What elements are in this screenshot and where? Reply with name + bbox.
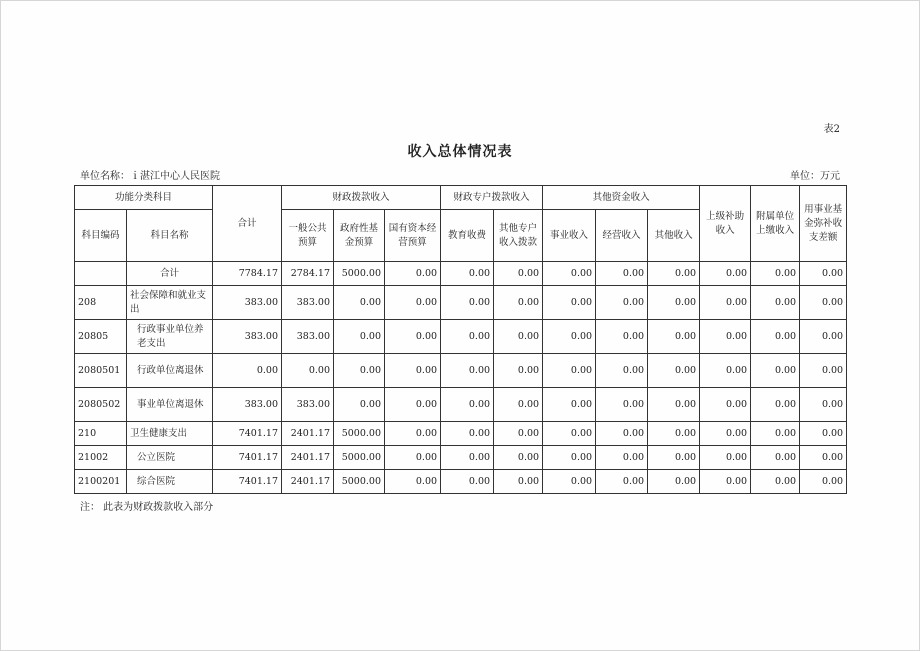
cell-other-special: 0.00 [494, 320, 543, 354]
cell-education-fee: 0.00 [441, 262, 494, 286]
cell-business-income: 0.00 [543, 262, 596, 286]
cell-other-income: 0.00 [648, 470, 700, 494]
cell-affiliated: 0.00 [751, 446, 800, 470]
cell-total: 383.00 [213, 286, 282, 320]
cell-operating-income: 0.00 [596, 354, 648, 388]
cell-education-fee: 0.00 [441, 470, 494, 494]
row-code: 21002 [75, 446, 127, 470]
cell-operating-income: 0.00 [596, 262, 648, 286]
row-code: 20805 [75, 320, 127, 354]
cell-reserve: 0.00 [800, 354, 847, 388]
table-number: 表2 [823, 124, 840, 135]
table-row [75, 470, 847, 494]
cell-operating-income: 0.00 [596, 286, 648, 320]
cell-reserve: 0.00 [800, 320, 847, 354]
header-superior-subsidy: 上级补助收入 [700, 186, 751, 262]
header-general-budget: 一般公共预算 [282, 210, 334, 262]
cell-general-budget: 0.00 [282, 354, 334, 388]
cell-reserve: 0.00 [800, 446, 847, 470]
cell-other-special: 0.00 [494, 422, 543, 446]
cell-state-capital: 0.00 [385, 286, 441, 320]
row-name: 卫生健康支出 [127, 422, 213, 446]
cell-business-income: 0.00 [543, 470, 596, 494]
cell-superior-subsidy: 0.00 [700, 286, 751, 320]
cell-state-capital: 0.00 [385, 320, 441, 354]
cell-education-fee: 0.00 [441, 320, 494, 354]
cell-affiliated: 0.00 [751, 262, 800, 286]
row-code: 2080502 [75, 388, 127, 422]
footnote: 注： 此表为财政拨款收入部分 [80, 502, 214, 513]
header-gov-fund: 政府性基金预算 [334, 210, 385, 262]
cell-superior-subsidy: 0.00 [700, 446, 751, 470]
cell-education-fee: 0.00 [441, 422, 494, 446]
cell-operating-income: 0.00 [596, 422, 648, 446]
header-total: 合计 [213, 186, 282, 262]
header-other-special: 其他专户收入拨款 [494, 210, 543, 262]
row-code: 2080501 [75, 354, 127, 388]
header-reserve: 用事业基金弥补收支差额 [800, 186, 847, 262]
row-code: 210 [75, 422, 127, 446]
cell-other-special: 0.00 [494, 286, 543, 320]
cell-other-income: 0.00 [648, 446, 700, 470]
cell-affiliated: 0.00 [751, 388, 800, 422]
header-other-income: 其他收入 [648, 210, 700, 262]
cell-other-income: 0.00 [648, 354, 700, 388]
cell-reserve: 0.00 [800, 470, 847, 494]
cell-state-capital: 0.00 [385, 262, 441, 286]
header-state-capital: 国有资本经营预算 [385, 210, 441, 262]
cell-education-fee: 0.00 [441, 354, 494, 388]
header-name: 科目名称 [127, 210, 213, 262]
cell-affiliated: 0.00 [751, 286, 800, 320]
cell-total: 7401.17 [213, 446, 282, 470]
row-name: 综合医院 [127, 470, 213, 494]
cell-general-budget: 383.00 [282, 320, 334, 354]
header-business-income: 事业收入 [543, 210, 596, 262]
cell-education-fee: 0.00 [441, 446, 494, 470]
cell-operating-income: 0.00 [596, 388, 648, 422]
cell-business-income: 0.00 [543, 320, 596, 354]
cell-other-special: 0.00 [494, 262, 543, 286]
cell-gov-fund: 0.00 [334, 388, 385, 422]
cell-state-capital: 0.00 [385, 388, 441, 422]
cell-other-special: 0.00 [494, 388, 543, 422]
page-title: 收入总体情况表 [407, 144, 513, 160]
cell-other-special: 0.00 [494, 470, 543, 494]
cell-total: 7401.17 [213, 422, 282, 446]
cell-reserve: 0.00 [800, 286, 847, 320]
cell-total: 7401.17 [213, 470, 282, 494]
cell-state-capital: 0.00 [385, 422, 441, 446]
cell-gov-fund: 0.00 [334, 320, 385, 354]
cell-other-special: 0.00 [494, 354, 543, 388]
cell-other-income: 0.00 [648, 262, 700, 286]
cell-gov-fund: 0.00 [334, 354, 385, 388]
cell-state-capital: 0.00 [385, 354, 441, 388]
row-name: 社会保障和就业支出 [127, 286, 213, 320]
cell-general-budget: 2401.17 [282, 446, 334, 470]
cell-other-income: 0.00 [648, 422, 700, 446]
row-name: 合计 [127, 262, 213, 286]
cell-other-income: 0.00 [648, 320, 700, 354]
cell-gov-fund: 5000.00 [334, 422, 385, 446]
income-table [74, 185, 847, 494]
cell-reserve: 0.00 [800, 422, 847, 446]
header-code: 科目编码 [75, 210, 127, 262]
cell-superior-subsidy: 0.00 [700, 354, 751, 388]
cell-superior-subsidy: 0.00 [700, 422, 751, 446]
cell-affiliated: 0.00 [751, 354, 800, 388]
cell-operating-income: 0.00 [596, 446, 648, 470]
cell-gov-fund: 0.00 [334, 286, 385, 320]
row-name: 行政事业单位养老支出 [127, 320, 213, 354]
cell-superior-subsidy: 0.00 [700, 262, 751, 286]
cell-affiliated: 0.00 [751, 422, 800, 446]
cell-affiliated: 0.00 [751, 470, 800, 494]
header-operating-income: 经营收入 [596, 210, 648, 262]
table-row [75, 422, 847, 446]
header-education-fee: 教育收费 [441, 210, 494, 262]
cell-total: 0.00 [213, 354, 282, 388]
cell-total: 383.00 [213, 388, 282, 422]
cell-general-budget: 2401.17 [282, 470, 334, 494]
cell-superior-subsidy: 0.00 [700, 388, 751, 422]
cell-education-fee: 0.00 [441, 388, 494, 422]
row-code: 2100201 [75, 470, 127, 494]
cell-business-income: 0.00 [543, 354, 596, 388]
unit-name-label: 单位名称：ｉ湛江中心人民医院 [80, 171, 220, 182]
cell-operating-income: 0.00 [596, 320, 648, 354]
row-code: 208 [75, 286, 127, 320]
cell-education-fee: 0.00 [441, 286, 494, 320]
header-fiscal: 财政拨款收入 [282, 186, 441, 210]
cell-business-income: 0.00 [543, 446, 596, 470]
header-other-funds: 其他资金收入 [543, 186, 700, 210]
table-row [75, 354, 847, 388]
cell-general-budget: 383.00 [282, 388, 334, 422]
cell-business-income: 0.00 [543, 388, 596, 422]
cell-state-capital: 0.00 [385, 470, 441, 494]
cell-other-special: 0.00 [494, 446, 543, 470]
header-func-category: 功能分类科目 [75, 186, 213, 210]
cell-other-income: 0.00 [648, 286, 700, 320]
unit-label: 单位：万元 [790, 171, 840, 182]
cell-business-income: 0.00 [543, 286, 596, 320]
row-name: 公立医院 [127, 446, 213, 470]
table-row [75, 286, 847, 320]
cell-reserve: 0.00 [800, 388, 847, 422]
header-fiscal-special: 财政专户拨款收入 [441, 186, 543, 210]
table-row [75, 320, 847, 354]
cell-business-income: 0.00 [543, 422, 596, 446]
cell-gov-fund: 5000.00 [334, 446, 385, 470]
row-code [75, 262, 127, 286]
table-row [75, 446, 847, 470]
row-name: 行政单位离退休 [127, 354, 213, 388]
cell-operating-income: 0.00 [596, 470, 648, 494]
cell-reserve: 0.00 [800, 262, 847, 286]
cell-total: 383.00 [213, 320, 282, 354]
cell-general-budget: 2784.17 [282, 262, 334, 286]
cell-general-budget: 383.00 [282, 286, 334, 320]
cell-general-budget: 2401.17 [282, 422, 334, 446]
cell-state-capital: 0.00 [385, 446, 441, 470]
cell-affiliated: 0.00 [751, 320, 800, 354]
cell-gov-fund: 5000.00 [334, 470, 385, 494]
cell-superior-subsidy: 0.00 [700, 320, 751, 354]
table-row [75, 388, 847, 422]
row-name: 事业单位离退休 [127, 388, 213, 422]
table-row-total [75, 262, 847, 286]
cell-superior-subsidy: 0.00 [700, 470, 751, 494]
cell-other-income: 0.00 [648, 388, 700, 422]
cell-gov-fund: 5000.00 [334, 262, 385, 286]
header-affiliated: 附属单位上缴收入 [751, 186, 800, 262]
cell-total: 7784.17 [213, 262, 282, 286]
